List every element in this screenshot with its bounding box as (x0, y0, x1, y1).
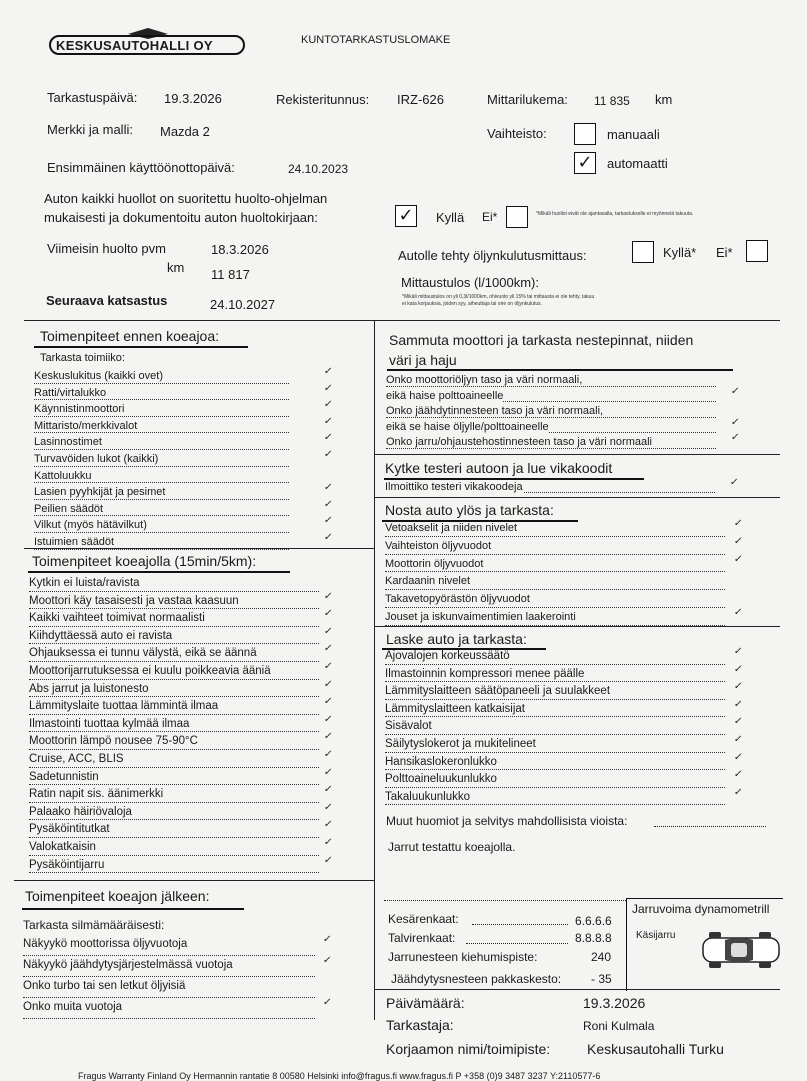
leader-dots (29, 661, 319, 662)
checklist-item-label: Ratti/virtalukko (34, 386, 107, 399)
checklist-item-label: Onko jarru/ohjaustehostinnesteen taso ja väri normaali (386, 436, 652, 448)
check-mark[interactable]: ✓ (323, 449, 334, 460)
checklist-item-label: Näkyykö jäähdytysjärjestelmässä vuotoja (23, 959, 233, 971)
checklist-row (23, 938, 315, 959)
checklist-item-label: Istuimien säädöt (34, 536, 115, 548)
leader-dots (23, 1018, 315, 1019)
oil-yes-label: Kyllä* (663, 245, 697, 260)
oil-measure-label: Autolle tehty öljynkulutusmittaus: (398, 248, 587, 263)
checklist-row (29, 595, 319, 613)
checklist-row (385, 575, 725, 593)
checklist-row (34, 519, 289, 536)
logo (48, 26, 246, 56)
checklist-row (34, 420, 289, 437)
right-section-1-underline (387, 369, 733, 371)
check-mark[interactable]: ✓ (323, 661, 334, 672)
oil-result-label: Mittaustulos (l/1000km): (401, 275, 539, 290)
summer-tires-value: 6.6.6.6 (575, 914, 612, 928)
check-mark[interactable]: ✓ (323, 382, 334, 394)
coolant-value: - 35 (591, 972, 612, 986)
inspector-value: Roni Kulmala (583, 1019, 655, 1033)
left-section-1-title: Toimenpiteet ennen koeajoa: (40, 328, 220, 344)
form-title: KUNTOTARKASTUSLOMAKE (301, 34, 451, 46)
checklist-row (385, 593, 725, 611)
checklist-item-label: Turvavöiden lukot (kaikki) (34, 453, 159, 465)
leader-dots (29, 696, 319, 697)
checklist-row (386, 374, 716, 390)
checklist-item-label: Onko muita vuotoja (23, 1001, 123, 1013)
winter-tires-label: Talvirenkaat: (388, 931, 456, 945)
checklist-item-label: Peilien säädöt (34, 502, 104, 515)
checklist-item-label: Näkyykö moottorissa öljyvuotoja (23, 938, 188, 950)
right-section-2-divider (374, 454, 780, 455)
checklist-item-label: Lämmityslaite tuottaa lämmintä ilmaa (29, 700, 219, 713)
checklist-row (34, 387, 289, 404)
checklist-row (385, 522, 725, 540)
checklist-item-label: Säilytyslokerot ja mukitelineet (385, 738, 536, 750)
checklist-row (29, 788, 319, 806)
checklist-row (23, 980, 315, 1001)
left-section-1-underline (34, 346, 248, 348)
company-footer: Fragus Warranty Finland Oy Hermannin rantatie 8 00580 Helsinki info@fragus.fi www.fragus.fi P +358 (0)9 3487 3237 Y:2110577-6 (78, 1071, 601, 1081)
checklist-item-label: Takavetopyörästön öljyvuodot (385, 593, 530, 606)
checklist-item-label: Onko moottoriöljyn taso ja väri normaali, (386, 374, 583, 386)
check-mark[interactable]: ✓ (733, 681, 744, 693)
checklist-item-label: Sadetunnistin (29, 770, 99, 783)
leader-dots (385, 787, 725, 788)
right-section-3-title: Nosta auto ylös ja tarkasta: (385, 502, 554, 518)
dyno-title: Jarruvoima dynamometrill (632, 902, 770, 916)
notes-text: Jarrut testattu koeajolla. (388, 840, 516, 854)
reg-value: IRZ-626 (397, 92, 444, 107)
next-inspection-label: Seuraava katsastus (46, 293, 168, 308)
manual-checkbox[interactable] (574, 123, 596, 145)
checklist-row (29, 665, 319, 683)
leader-dots (23, 955, 315, 956)
check-mark[interactable]: ✓ (733, 535, 744, 547)
checklist-item-label: Lasien pyyhkijät ja pesimet (34, 486, 166, 499)
checklist-row (29, 753, 319, 771)
make-value: Mazda 2 (160, 124, 210, 139)
service-yes-label: Kyllä (436, 210, 465, 225)
check-mark[interactable]: ✓ (323, 590, 334, 602)
leader-dots (385, 804, 725, 805)
checklist-row (23, 1001, 315, 1022)
checklist-row (385, 738, 725, 756)
checklist-row (385, 791, 725, 809)
summer-tires-label: Kesärenkaat: (388, 912, 459, 926)
check-mark[interactable]: ✓ (733, 786, 744, 798)
checklist-item-label: Kiihdyttäessä auto ei ravista (29, 629, 173, 642)
gearbox-label: Vaihteisto: (487, 126, 547, 141)
service-statement-1: Auton kaikki huollot on suoritettu huolto-ohjelman (44, 191, 328, 206)
checklist-item-label: Polttoaineluukunlukko (385, 773, 497, 786)
check-mark[interactable]: ✓ (323, 837, 334, 848)
leader-dots (29, 626, 319, 627)
check-mark[interactable]: ✓ (733, 518, 744, 529)
checklist-item-label: Kytkin ei luista/ravista (29, 577, 140, 589)
summer-tires-dots (472, 924, 568, 925)
leader-dots (34, 482, 289, 483)
checklist-item-label: Vetoakselit ja niiden nivelet (385, 522, 518, 534)
leader-dots (34, 515, 289, 516)
leader-dots (385, 607, 725, 608)
service-no-label: Ei* (482, 210, 498, 224)
workshop-label: Korjaamon nimi/toimipiste: (386, 1041, 551, 1057)
checklist-row (34, 503, 289, 520)
checklist-row (23, 959, 315, 980)
checklist-row (34, 436, 289, 453)
inspection-date-label: Tarkastuspäivä: (47, 90, 138, 105)
service-no-checkbox[interactable] (506, 206, 528, 228)
check-mark[interactable]: ✓ (323, 515, 334, 527)
leader-dots (34, 399, 289, 400)
checklist-row (385, 540, 725, 558)
checklist-row (29, 771, 319, 789)
check-mark[interactable]: ✓ (733, 769, 744, 781)
checklist-row (386, 390, 716, 406)
first-reg-label: Ensimmäinen käyttöönottopäivä: (47, 160, 235, 175)
checklist-row (29, 859, 319, 877)
checklist-item-label: Vaihteiston öljyvuodot (385, 539, 492, 552)
checklist-item-label: Ilmastointi tuottaa kylmää ilmaa (29, 717, 190, 730)
leader-dots (385, 769, 725, 770)
check-mark[interactable]: ✓ (733, 663, 744, 675)
tires-top-dotted (384, 900, 626, 901)
oil-yes-checkbox[interactable] (632, 241, 654, 263)
left-section-2-divider (24, 548, 374, 549)
coolant-label: Jäähdytysnesteen pakkaskesto: (391, 972, 562, 986)
automatic-label: automaatti (607, 156, 668, 171)
check-mark[interactable]: ✓ (733, 607, 744, 618)
checklist-item-label: Ilmastoinnin kompressori menee päälle (385, 667, 585, 680)
checklist-item-label: Moottori käy tasaisesti ja vastaa kaasuun (29, 594, 239, 607)
checklist-row (385, 668, 725, 686)
checklist-item-label: Kardaanin nivelet (385, 575, 471, 588)
check-mark[interactable]: ✓ (322, 997, 333, 1008)
checklist-row (29, 718, 319, 736)
checklist-row (29, 630, 319, 648)
leader-dots (29, 819, 319, 820)
left-section-3-underline (22, 908, 244, 910)
leader-dots (385, 589, 725, 590)
odometer-value: 11 835 (594, 94, 630, 108)
checklist-row (34, 453, 289, 470)
check-mark[interactable]: ✓ (323, 678, 334, 690)
checklist-item-label: Onko turbo tai sen letkut öljyisiä (23, 980, 186, 992)
check-mark[interactable]: ✓ (323, 819, 334, 831)
leader-dots (385, 664, 725, 665)
checklist-row (29, 647, 319, 665)
leader-dots (385, 699, 725, 700)
leader-dots (385, 716, 725, 717)
leader-dots (34, 449, 289, 450)
checklist-row (385, 756, 725, 774)
column-divider (374, 320, 375, 1020)
check-mark[interactable]: ✓ (730, 432, 741, 443)
inspection-date-value: 19.3.2026 (164, 91, 222, 106)
checklist-row (386, 436, 716, 452)
right-section-4-divider (374, 626, 780, 627)
leader-dots (29, 643, 319, 644)
left-section-1-subtitle: Tarkasta toimiiko: (40, 352, 125, 364)
checklist-item-label: Sisävalot (385, 720, 432, 733)
leader-dots (29, 855, 319, 856)
checklist-row (386, 405, 716, 421)
section-divider-top (24, 320, 780, 321)
oil-footnote-1: *Mikäli mittaustulos on yli 0,3l/1000km, ohivuoto yli 15% tai mittausta ei ole tehty, takuu (402, 294, 595, 300)
check-mark[interactable]: ✓ (323, 415, 334, 427)
check-mark[interactable]: ✓ (730, 416, 741, 428)
automatic-checkbox[interactable]: ✓ (574, 152, 596, 174)
checklist-row (29, 700, 319, 718)
check-mark[interactable]: ✓ (730, 385, 741, 397)
leader-dots (34, 432, 289, 433)
make-label: Merkki ja malli: (47, 122, 133, 137)
service-statement-2: mukaisesti ja dokumentoitu auton huoltokirjaan: (44, 210, 318, 225)
check-mark[interactable]: ✓ (323, 532, 334, 543)
check-mark[interactable]: ✓ (323, 643, 334, 655)
checklist-item-label: Pysäköintijarru (29, 858, 105, 871)
leader-dots (29, 784, 319, 785)
check-mark[interactable]: ✓ (323, 399, 334, 411)
last-service-km-label: km (167, 260, 185, 275)
manual-label: manuaali (607, 127, 660, 142)
check-mark[interactable]: ✓ (323, 366, 334, 377)
checklist-item-label: Palaako häiriövaloja (29, 805, 132, 818)
check-mark[interactable]: ✓ (323, 784, 334, 796)
check-mark[interactable]: ✓ (733, 646, 744, 657)
leader-dots (34, 466, 289, 467)
leader-dots (29, 767, 319, 768)
checklist-item-label: Kaikki vaihteet toimivat normaalisti (29, 612, 205, 625)
leader-dots (29, 731, 319, 732)
inspector-label: Tarkastaja: (386, 1017, 454, 1033)
signature-divider (374, 989, 780, 990)
left-section-3-subtitle: Tarkasta silmämääräisesti: (23, 918, 165, 932)
checklist-item-label: Käynnistinmoottori (34, 403, 125, 416)
check-mark[interactable]: ✓ (323, 766, 334, 778)
date-label: Päivämäärä: (386, 995, 465, 1011)
checklist-item-label: Valokatkaisin (29, 841, 96, 853)
service-footnote: *Mikäli huollot eivät ole ajantasalla, tarkastukselle ei myönnetä takuuta. (536, 211, 694, 217)
checklist-item-label: Lasinnostimet (34, 436, 102, 449)
check-mark[interactable]: ✓ (733, 751, 744, 763)
last-service-km: 11 817 (211, 267, 250, 282)
check-mark[interactable]: ✓ (322, 955, 333, 966)
right-section-1-title-line1: Sammuta moottori ja tarkasta nestepinnat, niiden (389, 332, 694, 348)
check-mark[interactable]: ✓ (323, 713, 334, 725)
leader-dots (23, 997, 315, 998)
leader-dots (385, 681, 725, 682)
reg-label: Rekisteritunnus: (276, 92, 370, 107)
checklist-row (34, 370, 289, 387)
check-mark[interactable]: ✓ (323, 482, 334, 494)
leader-dots (29, 714, 319, 715)
checklist-item-label: Kattoluukku (34, 469, 92, 482)
check-mark[interactable]: ✓ (322, 934, 333, 945)
oil-no-checkbox[interactable] (746, 240, 768, 262)
checklist-row (29, 823, 319, 841)
checklist-item-label: Mittaristo/merkkivalot (34, 419, 138, 432)
handbrake-label: Käsijarru (636, 930, 676, 941)
left-section-3-title: Toimenpiteet koeajon jälkeen: (25, 888, 210, 904)
winter-tires-dots (466, 943, 568, 944)
workshop-value: Keskusautohalli Turku (587, 1041, 724, 1057)
leader-dots (385, 536, 725, 537)
left-section-2-title: Toimenpiteet koeajolla (15min/5km): (32, 553, 257, 569)
check-mark[interactable]: ✓ (323, 749, 334, 760)
checklist-row (29, 577, 319, 595)
winter-tires-value: 8.8.8.8 (575, 931, 612, 945)
leader-dots (29, 591, 319, 592)
next-inspection-date: 24.10.2027 (210, 297, 276, 312)
checklist-item-label: Pysäköintitutkat (29, 823, 110, 836)
check-mark[interactable]: ✓ (733, 698, 744, 710)
checklist-row (385, 773, 725, 791)
checklist-row (385, 481, 715, 496)
left-section-3-divider (14, 880, 374, 881)
checklist-item-label: Moottorin lämpö nousee 75-90°C (29, 735, 198, 748)
checklist-item-label: Moottorijarrutuksessa ei kuulu poikkeavia ääniä (29, 665, 271, 677)
check-mark[interactable]: ✓ (733, 734, 744, 745)
checklist-item-label: Ratin napit sis. äänimerkki (29, 788, 164, 801)
checklist-row (29, 683, 319, 701)
checklist-item-label: Moottorin öljyvuodot (385, 557, 484, 570)
date-value: 19.3.2026 (583, 995, 646, 1011)
checklist-item-label: Takaluukunlukko (385, 790, 471, 803)
checklist-row (29, 612, 319, 630)
check-mark[interactable]: ✓ (323, 801, 334, 813)
leader-dots (385, 571, 725, 572)
leader-dots (29, 749, 319, 750)
leader-dots (29, 872, 319, 873)
right-section-2-title: Kytke testeri autoon ja lue vikakoodit (385, 460, 613, 476)
check-mark[interactable]: ✓ (323, 498, 334, 510)
checklist-item-label: Onko jäähdytinnesteen taso ja väri normaali, (386, 405, 604, 417)
checklist-item-label: eikä haise polttoaineelle (386, 389, 504, 402)
leader-dots (34, 532, 289, 533)
notes-dotted-line (654, 826, 766, 827)
check-mark[interactable]: ✓ (323, 432, 334, 444)
checklist-item-label: Keskuslukitus (kaikki ovet) (34, 370, 163, 382)
checklist-item-label: Hansikaslokeronlukko (385, 755, 497, 768)
right-section-2-underline (384, 478, 644, 480)
logo-text: KESKUSAUTOHALLI OY (56, 38, 213, 53)
checklist-item-label: Lämmityslaitteen katkaisijat (385, 702, 525, 715)
last-service-date: 18.3.2026 (211, 242, 269, 257)
checklist-row (34, 486, 289, 503)
leader-dots (385, 752, 725, 753)
checklist-row (29, 841, 319, 859)
checklist-row (385, 650, 725, 668)
checklist-item-label: Lämmityslaitteen säätöpaneeli ja suulakkeet (385, 685, 611, 698)
leader-dots (29, 837, 319, 838)
checklist-row (29, 735, 319, 753)
checklist-item-label: Ajovalojen korkeussäätö (385, 650, 510, 662)
right-section-4-title: Laske auto ja tarkasta: (386, 631, 527, 647)
checklist-row (34, 470, 289, 487)
notes-label: Muut huomiot ja selvitys mahdollisista vioista: (386, 814, 628, 828)
last-service-label: Viimeisin huolto pvm (47, 241, 166, 256)
leader-dots (23, 976, 315, 977)
checklist-row (385, 558, 725, 576)
checklist-item-label: Jouset ja iskunvaimentimien laakerointi (385, 611, 576, 623)
oil-footnote-2: ei kata korjauksia, joiden syy, aiheuttaja tai oire on öljynkulutus. (402, 301, 542, 307)
check-mark[interactable]: ✓ (323, 696, 334, 708)
check-mark[interactable]: ✓ (323, 608, 334, 620)
checklist-row (29, 806, 319, 824)
leader-dots (385, 554, 725, 555)
checklist-item-label: eikä se haise öljylle/polttoaineelle (386, 420, 549, 433)
check-mark[interactable]: ✓ (323, 854, 334, 866)
check-mark[interactable]: ✓ (733, 716, 744, 728)
left-section-2-underline (28, 571, 290, 573)
right-section-1-title-line2: väri ja haju (389, 352, 457, 368)
checklist-item-label: Ilmoittiko testeri vikakoodeja (385, 481, 523, 493)
leader-dots (385, 734, 725, 735)
check-mark[interactable]: ✓ (729, 477, 740, 488)
leader-dots (29, 802, 319, 803)
checklist-item-label: Cruise, ACC, BLIS (29, 753, 124, 765)
checklist-row (385, 685, 725, 703)
check-mark[interactable]: ✓ (323, 731, 334, 743)
checklist-item-label: Abs jarrut ja luistonesto (29, 682, 149, 695)
checklist-row (34, 536, 289, 553)
leader-dots (34, 499, 289, 500)
leader-dots (29, 608, 319, 609)
odometer-label: Mittarilukema: (487, 92, 568, 107)
checklist-row (385, 720, 725, 738)
checklist-row (386, 421, 716, 437)
checklist-item-label: Vilkut (myös hätävilkut) (34, 519, 147, 532)
check-mark[interactable]: ✓ (323, 625, 334, 637)
oil-no-label: Ei* (716, 245, 733, 260)
checklist-row (34, 403, 289, 420)
check-mark[interactable]: ✓ (733, 553, 744, 565)
leader-dots (34, 383, 289, 384)
car-topview-icon (697, 928, 787, 972)
checklist-row (385, 703, 725, 721)
first-reg-value: 24.10.2023 (288, 162, 349, 176)
leader-dots (34, 416, 289, 417)
brake-fluid-value: 240 (591, 950, 612, 964)
odometer-unit: km (655, 92, 673, 107)
brake-fluid-label: Jarrunesteen kiehumispiste: (388, 950, 538, 964)
service-yes-checkbox[interactable]: ✓ (395, 205, 417, 227)
right-section-3-divider (374, 497, 780, 498)
checklist-item-label: Ohjauksessa ei tunnu välystä, eikä se äännä (29, 647, 257, 660)
leader-dots (29, 679, 319, 680)
